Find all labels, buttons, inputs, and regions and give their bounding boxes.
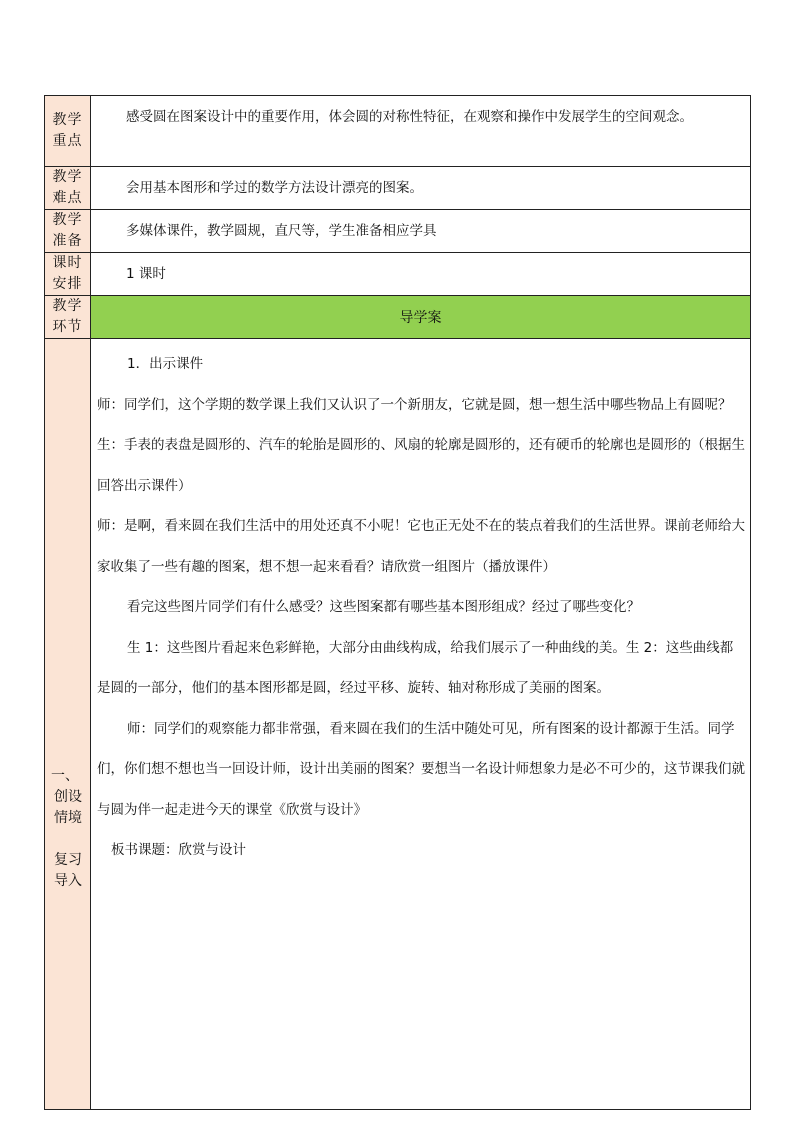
paragraph-student-answer: 生：手表的表盘是圆形的、汽车的轮胎是圆形的、风扇的轮廓是圆形的，还有硬币的轮廓也是圆形的（根据生回答出示课件）: [97, 437, 745, 494]
paragraph-teacher-images: 师：是啊，看来圆在我们生活中的用处还真不小呢！它也正无处不在的装点着我们的生活世界。课前老师给大家收集了一些有趣的图案，想不想一起来看看？请欣赏一组图片（播放课件）: [97, 518, 745, 575]
paragraph-teacher-summary: 师：同学们的观察能力都非常强，看来圆在我们的生活中随处可见，所有图案的设计都源于生活。同学们，你们想不想也当一回设计师，设计出美丽的图案？要想当一名设计师想象力是必不可少的，这节课我们就与圆为伴一起走进今天的课堂《欣赏与设计》: [97, 720, 745, 818]
schedule-text: 1 课时: [91, 253, 751, 296]
difficulties-text: 会用基本图形和学过的数学方法设计漂亮的图案。: [91, 167, 751, 210]
row-preparation: [45, 210, 751, 253]
row-phase: [45, 296, 751, 339]
label-schedule: 课时 安排: [45, 253, 91, 296]
lesson-plan-table: [44, 95, 751, 1110]
label-key-points: 教学 重点: [45, 96, 91, 167]
preparation-text: 多媒体课件，教学圆规，直尺等，学生准备相应学具: [91, 210, 751, 253]
label-preparation: 教学 准备: [45, 210, 91, 253]
guide-header: 导学案: [91, 296, 751, 339]
row-section-intro: [45, 339, 751, 1110]
section-label: 一、 创设 情境 复习 导入: [45, 339, 91, 1110]
paragraph-feelings-question: 看完这些图片同学们有什么感受？这些图案都有哪些基本图形组成？经过了哪些变化？: [127, 599, 640, 615]
paragraph-board-title: 板书课题：欣赏与设计: [111, 842, 246, 858]
paragraph-student-observations: 生 1：这些图片看起来色彩鲜艳，大部分由曲线构成，给我们展示了一种曲线的美。生 2：这些曲线都是圆的一部分，他们的基本图形都是圆，经过平移、旋转、轴对称形成了美丽的图案。: [97, 639, 734, 696]
label-difficulties: 教学 难点: [45, 167, 91, 210]
label-phase: 教学 环节: [45, 296, 91, 339]
section-content: [91, 339, 751, 1110]
row-schedule: [45, 253, 751, 296]
paragraph-show-courseware: 1．出示课件: [127, 356, 204, 372]
row-difficulties: [45, 167, 751, 210]
row-key-points: [45, 96, 751, 167]
key-points-text: 感受圆在图案设计中的重要作用，体会圆的对称性特征，在观察和操作中发展学生的空间观念。: [91, 96, 751, 167]
paragraph-teacher-question: 师：同学们，这个学期的数学课上我们又认识了一个新朋友，它就是圆，想一想生活中哪些物品上有圆呢？: [97, 396, 732, 413]
